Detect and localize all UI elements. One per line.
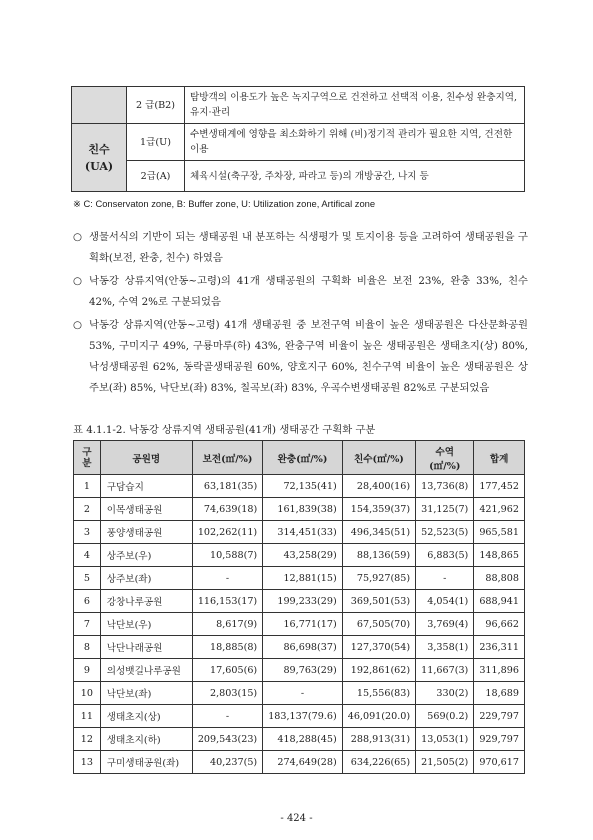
header-total: 합계: [474, 441, 525, 475]
water-value: 31,125(7): [416, 498, 474, 521]
row-number: 4: [74, 544, 101, 567]
total-value: 18,689: [474, 682, 525, 705]
park-name: 강창나루공원: [100, 590, 192, 613]
table-row: [74, 498, 525, 521]
conservation-value: 63,181(35): [192, 475, 262, 498]
buffer-value: 183,137(79.6): [263, 705, 343, 728]
utilization-value: 88,136(59): [342, 544, 415, 567]
park-name: 상주보(우): [100, 544, 192, 567]
row-number: 1: [74, 475, 101, 498]
row-number: 2: [74, 498, 101, 521]
utilization-value: 15,556(83): [342, 682, 415, 705]
zone-classification-table: [71, 86, 525, 192]
header-conservation: 보전(㎡/%): [192, 441, 262, 475]
buffer-value: 314,451(33): [263, 521, 343, 544]
water-value: -: [416, 567, 474, 590]
conservation-value: -: [192, 567, 262, 590]
utilization-value: 288,913(31): [342, 728, 415, 751]
utilization-value: 28,400(16): [342, 475, 415, 498]
header-water: 수역(㎡/%): [416, 441, 474, 475]
buffer-value: 199,233(29): [263, 590, 343, 613]
conservation-value: 116,153(17): [192, 590, 262, 613]
utilization-value: 496,345(51): [342, 521, 415, 544]
table-row: [74, 521, 525, 544]
row-number: 13: [74, 751, 101, 774]
table-row: [74, 682, 525, 705]
table-row: [74, 728, 525, 751]
table-row: [74, 636, 525, 659]
conservation-value: -: [192, 705, 262, 728]
table-row: [74, 613, 525, 636]
bullet-text: 생물서식의 기반이 되는 생태공원 내 분포하는 식생평가 및 토지이용 등을 고려하여 생태공원을 구획화(보전, 완충, 친수) 하였음: [89, 231, 528, 264]
buffer-value: 12,881(15): [263, 567, 343, 590]
park-name: 낙단나래공원: [100, 636, 192, 659]
bullet-text: 낙동강 상류지역(안동~고령) 41개 생태공원 중 보전구역 비율이 높은 생태공원은 다산문화공원 53%, 구미지구 49%, 구룡마루(하) 43%, 완충구역 비율이 높은 생태공원은 생태초지(상) 80%, 낙성생태공원 62%, 동락골생태공원 60%, 양호지구 60%, 친수구역 비율이 높은 생태공원은 상주보(좌) 85%, 낙단보(좌) 83%, 칠곡보(좌) 83%, 우곡수변생태공원 82%로 구분되었음: [89, 319, 528, 394]
buffer-value: 72,135(41): [263, 475, 343, 498]
table-row: [74, 475, 525, 498]
water-value: 13,053(1): [416, 728, 474, 751]
utilization-value: 634,226(65): [342, 751, 415, 774]
zone-ua-label: 친수 (UA): [72, 124, 127, 192]
table-row: [74, 544, 525, 567]
header-buffer: 완충(㎡/%): [263, 441, 343, 475]
table-row: [74, 705, 525, 728]
zone-desc-u: 수변생태계에 영향을 최소화하기 위해 (비)정기적 관리가 필요한 지역, 건전한 이용: [185, 124, 525, 161]
zone-grade-u: 1급(U): [127, 124, 185, 161]
zone-empty-cell: [72, 87, 127, 124]
total-value: 236,311: [474, 636, 525, 659]
water-value: 569(0.2): [416, 705, 474, 728]
table-row: [74, 751, 525, 774]
zone-grade-a: 2급(A): [127, 161, 185, 192]
water-value: 3,769(4): [416, 613, 474, 636]
bullet-mark: ○: [73, 275, 82, 287]
park-name: 풍양생태공원: [100, 521, 192, 544]
conservation-value: 2,803(15): [192, 682, 262, 705]
bullet-text: 낙동강 상류지역(안동~고령)의 41개 생태공원의 구획화 비율은 보전 23%, 완충 33%, 친수42%, 수역 2%로 구분되었음: [89, 275, 528, 308]
zone-grade-b2: 2 급(B2): [127, 87, 185, 124]
row-number: 11: [74, 705, 101, 728]
water-value: 13,736(8): [416, 475, 474, 498]
bullet-mark: ○: [73, 319, 82, 331]
buffer-value: -: [263, 682, 343, 705]
park-name: 구미생태공원(좌): [100, 751, 192, 774]
buffer-value: 161,839(38): [263, 498, 343, 521]
header-category: 구분: [74, 441, 101, 475]
water-value: 330(2): [416, 682, 474, 705]
conservation-value: 17,605(6): [192, 659, 262, 682]
conservation-value: 10,588(7): [192, 544, 262, 567]
water-value: 52,523(5): [416, 521, 474, 544]
buffer-value: 86,698(37): [263, 636, 343, 659]
bullet-item-1: [73, 227, 528, 269]
total-value: 229,797: [474, 705, 525, 728]
zone-row-u: [72, 124, 525, 161]
row-number: 8: [74, 636, 101, 659]
water-value: 4,054(1): [416, 590, 474, 613]
total-value: 148,865: [474, 544, 525, 567]
row-number: 3: [74, 521, 101, 544]
table-header-row: [74, 441, 525, 475]
park-name: 의성뱃길나루공원: [100, 659, 192, 682]
utilization-value: 154,359(37): [342, 498, 415, 521]
buffer-value: 89,763(29): [263, 659, 343, 682]
table-caption: 표 4.1.1-2. 낙동강 상류지역 생태공원(41개) 생태공간 구획화 구분: [73, 424, 376, 436]
row-number: 10: [74, 682, 101, 705]
park-name: 낙단보(좌): [100, 682, 192, 705]
total-value: 688,941: [474, 590, 525, 613]
total-value: 970,617: [474, 751, 525, 774]
zone-desc-b2: 탐방객의 이용도가 높은 녹지구역으로 건전하고 선택적 이용, 친수성 완충지역, 유지·관리: [185, 87, 525, 124]
conservation-value: 18,885(8): [192, 636, 262, 659]
header-park-name: 공원명: [100, 441, 192, 475]
conservation-value: 8,617(9): [192, 613, 262, 636]
row-number: 9: [74, 659, 101, 682]
buffer-value: 16,771(17): [263, 613, 343, 636]
ecopark-zoning-table: [73, 440, 525, 774]
page-number: - 424 -: [280, 813, 313, 824]
header-utilization: 친수(㎡/%): [342, 441, 415, 475]
row-number: 12: [74, 728, 101, 751]
total-value: 311,896: [474, 659, 525, 682]
park-name: 생태초지(상): [100, 705, 192, 728]
row-number: 5: [74, 567, 101, 590]
conservation-value: 102,262(11): [192, 521, 262, 544]
total-value: 929,797: [474, 728, 525, 751]
utilization-value: 67,505(70): [342, 613, 415, 636]
park-name: 구담습지: [100, 475, 192, 498]
total-value: 421,962: [474, 498, 525, 521]
total-value: 177,452: [474, 475, 525, 498]
water-value: 3,358(1): [416, 636, 474, 659]
park-name: 이목생태공원: [100, 498, 192, 521]
zone-desc-a: 체육시설(축구장, 주차장, 파라고 등)의 개방공간, 나지 등: [185, 161, 525, 192]
water-value: 11,667(3): [416, 659, 474, 682]
bullet-mark: ○: [73, 231, 82, 243]
bullet-item-2: [73, 271, 528, 313]
buffer-value: 43,258(29): [263, 544, 343, 567]
row-number: 7: [74, 613, 101, 636]
row-number: 6: [74, 590, 101, 613]
table-row: [74, 659, 525, 682]
utilization-value: 192,861(62): [342, 659, 415, 682]
park-name: 생태초지(하): [100, 728, 192, 751]
zone-note: ※ C: Conservaton zone, B: Buffer zone, U: Utilization zone, Artifical zone: [73, 198, 376, 209]
table-row: [74, 590, 525, 613]
conservation-value: 40,237(5): [192, 751, 262, 774]
total-value: 96,662: [474, 613, 525, 636]
utilization-value: 46,091(20.0): [342, 705, 415, 728]
zone-row-b2: [72, 87, 525, 124]
park-name: 상주보(좌): [100, 567, 192, 590]
utilization-value: 75,927(85): [342, 567, 415, 590]
park-name: 낙단보(우): [100, 613, 192, 636]
total-value: 965,581: [474, 521, 525, 544]
utilization-value: 369,501(53): [342, 590, 415, 613]
buffer-value: 274,649(28): [263, 751, 343, 774]
table-row: [74, 567, 525, 590]
table-body: [74, 475, 525, 774]
total-value: 88,808: [474, 567, 525, 590]
buffer-value: 418,288(45): [263, 728, 343, 751]
conservation-value: 74,639(18): [192, 498, 262, 521]
water-value: 6,883(5): [416, 544, 474, 567]
conservation-value: 209,543(23): [192, 728, 262, 751]
water-value: 21,505(2): [416, 751, 474, 774]
utilization-value: 127,370(54): [342, 636, 415, 659]
bullet-item-3: [73, 315, 528, 399]
zone-row-a: [72, 161, 525, 192]
